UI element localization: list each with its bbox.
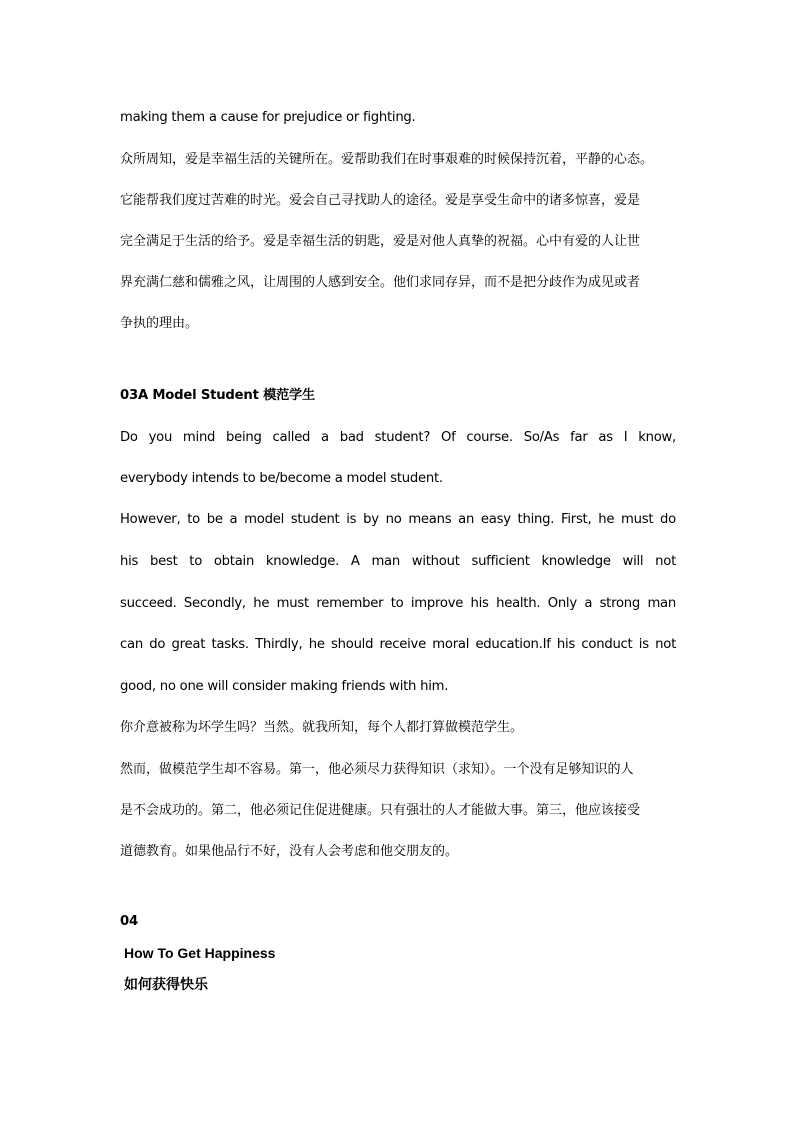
paragraph-line: 是不会成功的。第二，他必须记住促进健康。只有强壮的人才能做大事。第三，他应该接受 xyxy=(120,803,641,818)
paragraph-line: succeed. Secondly, he must remember to improve his health. Only a strong man xyxy=(120,596,676,611)
section-title-en: How To Get Happiness xyxy=(124,945,276,961)
paragraph-line: 道德教育。如果他品行不好，没有人会考虑和他交朋友的。 xyxy=(120,844,459,859)
paragraph-line: can do great tasks. Thirdly, he should receive moral education.If his conduct is not xyxy=(120,637,676,652)
paragraph-line: 然而，做模范学生却不容易。第一，他必须尽力获得知识（求知）。一个没有足够知识的人 xyxy=(120,762,634,777)
paragraph-line: 众所周知，爱是幸福生活的关键所在。爱帮助我们在时事艰难的时候保持沉着，平静的心态。 xyxy=(120,152,654,167)
section-number: 04 xyxy=(120,914,138,929)
paragraph-line: 它能帮我们度过苦难的时光。爱会自己寻找助人的途径。爱是享受生命中的诸多惊喜，爱是 xyxy=(120,193,641,208)
paragraph-line: making them a cause for prejudice or fighting. xyxy=(120,110,416,125)
paragraph-line: 争执的理由。 xyxy=(120,316,199,331)
section-title-zh: 如何获得快乐 xyxy=(124,976,208,992)
paragraph-line: 界充满仁慈和儒雅之风，让周围的人感到安全。他们求同存异，而不是把分歧作为成见或者 xyxy=(120,275,641,290)
paragraph-line: Do you mind being called a bad student? Of course. So/As far as I know, xyxy=(120,430,676,445)
paragraph-line: 完全满足于生活的给予。爱是幸福生活的钥匙，爱是对他人真挚的祝福。心中有爱的人让世 xyxy=(120,234,641,249)
paragraph-line: his best to obtain knowledge. A man without sufficient knowledge will not xyxy=(120,554,676,569)
paragraph-line: everybody intends to be/become a model student. xyxy=(120,471,443,486)
paragraph-line: However, to be a model student is by no means an easy thing. First, he must do xyxy=(120,512,676,527)
paragraph-line: good, no one will consider making friends with him. xyxy=(120,679,449,694)
paragraph-line: 你介意被称为坏学生吗？当然。就我所知，每个人都打算做模范学生。 xyxy=(120,720,524,735)
section-heading: 03A Model Student 模范学生 xyxy=(120,388,316,403)
